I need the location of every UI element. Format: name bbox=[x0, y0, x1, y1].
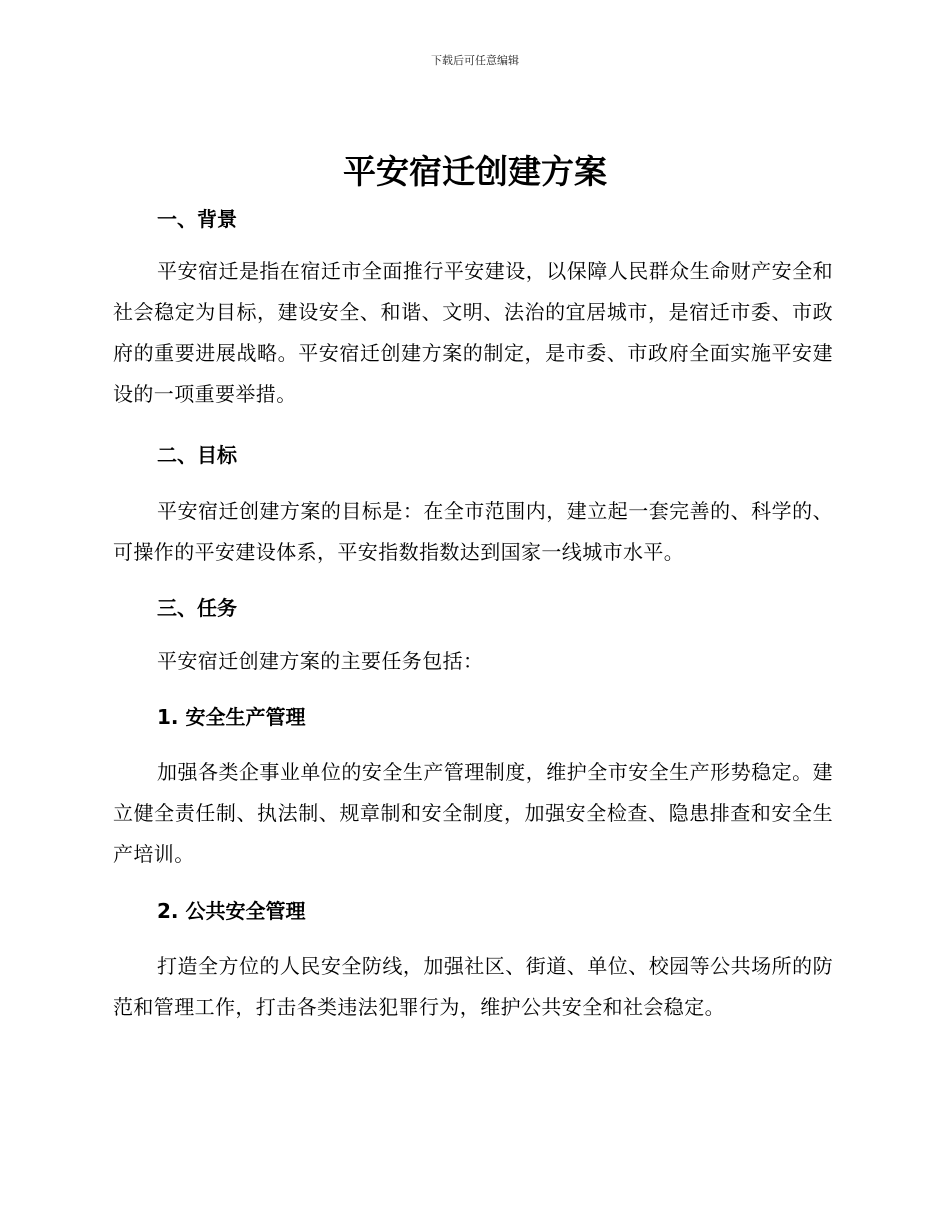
subheading-safety-production: 1. 安全生产管理 bbox=[157, 705, 306, 729]
section-heading-goal: 二、目标 bbox=[157, 443, 237, 467]
paragraph-public-safety: 打造全方位的人民安全防线，加强社区、街道、单位、校园等公共场所的防范和管理工作，打击各类违法犯罪行为，维护公共安全和社会稳定。 bbox=[113, 954, 833, 1019]
subheading-public-safety: 2. 公共安全管理 bbox=[157, 899, 306, 923]
section-heading-tasks: 三、任务 bbox=[157, 596, 237, 620]
section-paragraph-goal: 平安宿迁创建方案的目标是：在全市范围内，建立起一套完善的、科学的、可操作的平安建设体系，平安指数指数达到国家一线城市水平。 bbox=[113, 499, 833, 564]
document-title: 平安宿迁创建方案 bbox=[343, 152, 607, 191]
paragraph-safety-production: 加强各类企事业单位的安全生产管理制度，维护全市安全生产形势稳定。建立健全责任制、执法制、规章制和安全制度，加强安全检查、隐患排查和安全生产培训。 bbox=[113, 760, 833, 866]
section-paragraph-tasks: 平安宿迁创建方案的主要任务包括： bbox=[157, 649, 484, 673]
section-heading-background: 一、背景 bbox=[157, 207, 237, 231]
section-paragraph-background: 平安宿迁是指在宿迁市全面推行平安建设，以保障人民群众生命财产安全和社会稳定为目标，建设安全、和谐、文明、法治的宜居城市，是宿迁市委、市政府的重要进展战略。平安宿迁创建方案的制定，是市委、市政府全面实施平安建设的一项重要举措。 bbox=[113, 259, 833, 406]
page-header-note: 下载后可任意编辑 bbox=[431, 54, 519, 67]
